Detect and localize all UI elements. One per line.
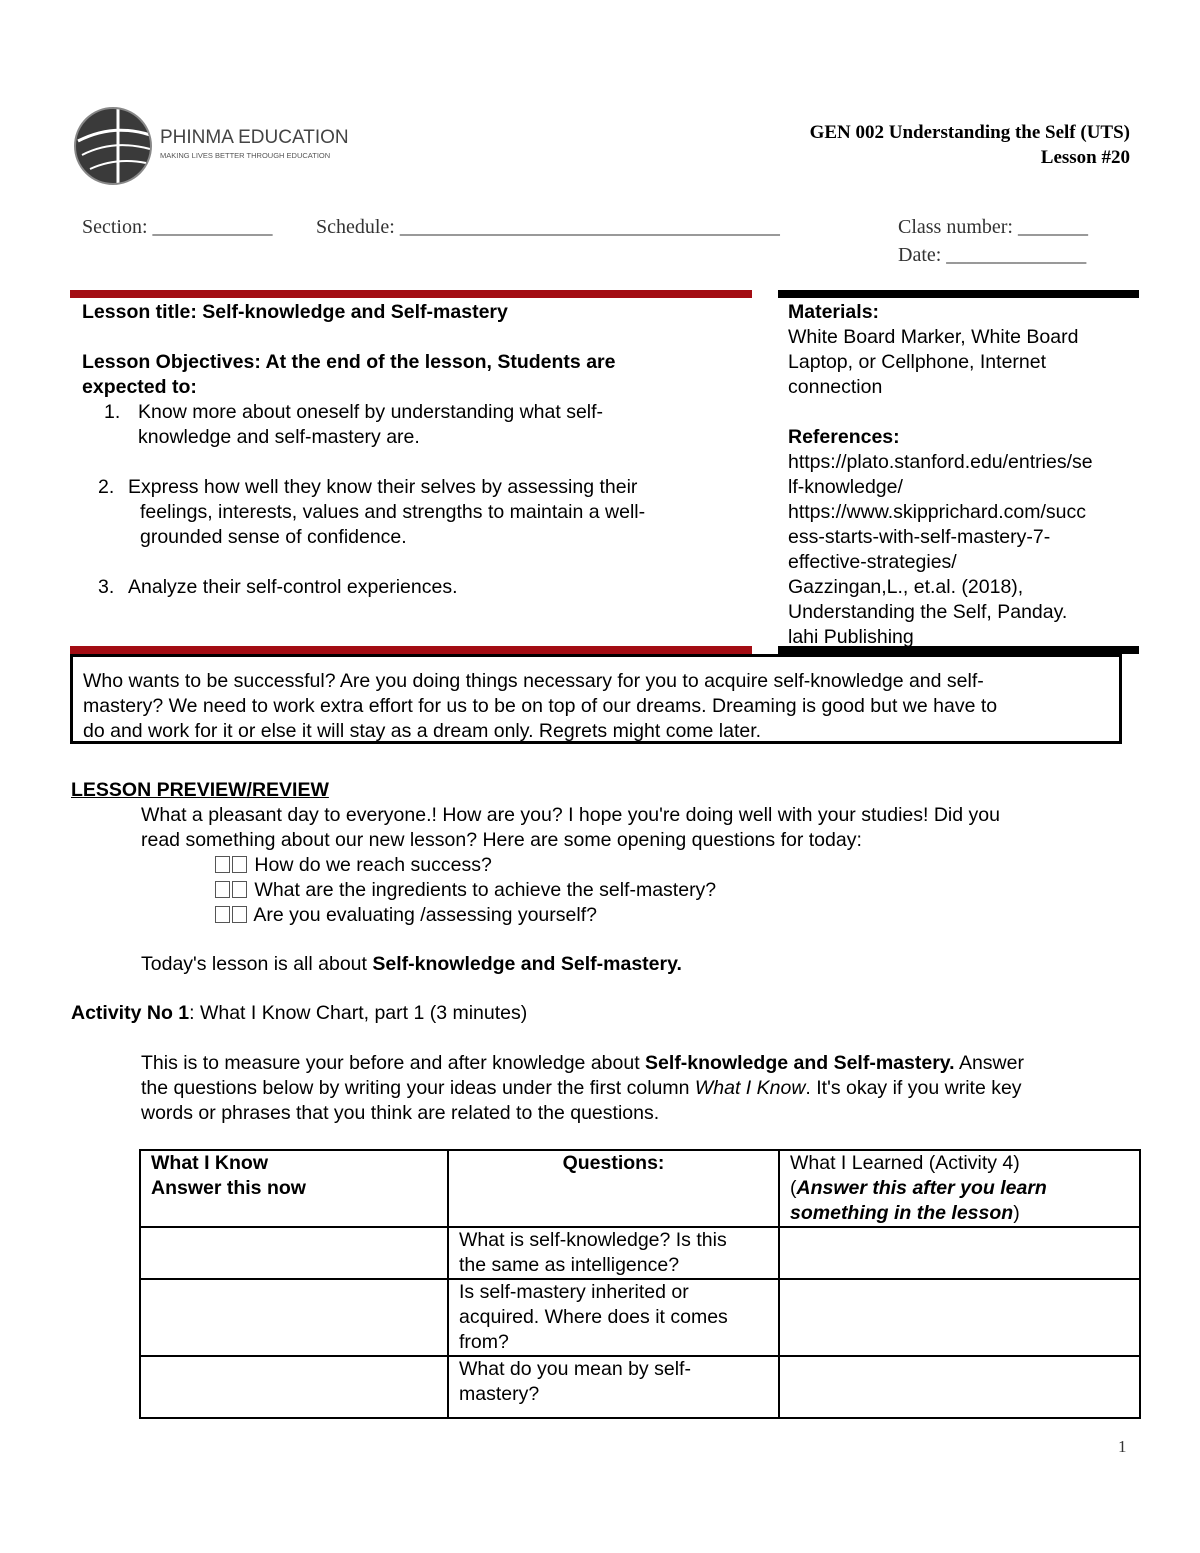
class-number-field: Class number: _______	[898, 216, 1088, 238]
callout-line: Who wants to be successful? Are you doing things necessary for you to acquire self-knowledge and self-	[83, 670, 984, 692]
question-item: Are you evaluating /assessing yourself?	[215, 903, 716, 928]
table-row	[140, 1356, 1140, 1418]
schedule-field: Schedule: ______________________________________	[316, 216, 780, 238]
lesson-title: Lesson title: Self-knowledge and Self-mastery	[82, 301, 508, 323]
reference-line: effective-strategies/	[788, 551, 957, 573]
logo-tagline: MAKING LIVES BETTER THROUGH EDUCATION	[160, 151, 331, 160]
header-what-i-know: What I Know Answer this now	[140, 1150, 448, 1227]
header-what-i-learned: What I Learned (Activity 4) (Answer this after you learn something in the lesson)	[779, 1150, 1140, 1227]
logo-globe-icon	[72, 105, 154, 187]
question-cell: What is self-knowledge? Is this the same as intelligence?	[448, 1227, 779, 1279]
objective-item: 2. Express how well they know their selves by assessing their feelings, interests, values and strengths to maintain a well- grounded sense of confidence.	[98, 476, 646, 548]
objectives-label-cont: expected to:	[82, 376, 197, 398]
reference-line: https://plato.stanford.edu/entries/se	[788, 451, 1093, 473]
answer-later-cell[interactable]	[779, 1279, 1140, 1356]
answer-later-cell[interactable]	[779, 1356, 1140, 1418]
top-black-bar	[778, 290, 1139, 298]
materials-line: White Board Marker, White Board	[788, 326, 1079, 348]
bullet-icon	[232, 906, 247, 923]
lesson-number: Lesson #20	[1040, 147, 1130, 168]
answer-now-cell[interactable]	[140, 1356, 448, 1418]
motivation-callout	[70, 654, 1122, 744]
question-item: How do we reach success?	[215, 853, 716, 878]
answer-later-cell[interactable]	[779, 1227, 1140, 1279]
course-title: GEN 002 Understanding the Self (UTS)	[809, 122, 1130, 143]
course-header	[810, 120, 1130, 170]
today-line: Today's lesson is all about Self-knowledge and Self-mastery.	[141, 953, 682, 975]
table-header-row	[140, 1150, 1140, 1227]
activity-heading: Activity No 1: What I Know Chart, part 1 (3 minutes)	[71, 1002, 528, 1024]
answer-now-cell[interactable]	[140, 1227, 448, 1279]
objective-item: 3. Analyze their self-control experiences.	[98, 576, 458, 598]
question-cell: Is self-mastery inherited or acquired. Where does it comes from?	[448, 1279, 779, 1356]
reference-line: Gazzingan,L., et.al. (2018),	[788, 576, 1024, 598]
activity-instructions: This is to measure your before and after knowledge about Self-knowledge and Self-mastery. Answer the questions below by writing your ideas under the first column What I Know. It's okay if you write key words or phrases that you think are related to the questions.	[141, 1052, 1024, 1124]
materials-line: Laptop, or Cellphone, Internet	[788, 351, 1047, 373]
opening-questions	[215, 853, 716, 928]
section-field: Section: ____________	[82, 216, 273, 238]
callout-line: mastery? We need to work extra effort for us to be on top of our dreams. Dreaming is good but we have to	[83, 695, 998, 717]
objective-item: 1. Know more about oneself by understanding what self- knowledge and self-mastery are.	[104, 401, 604, 448]
reference-line: Understanding the Self, Panday.	[788, 601, 1068, 623]
bottom-red-bar	[70, 646, 752, 654]
objectives-list	[82, 400, 742, 600]
table-row	[140, 1227, 1140, 1279]
reference-line: https://www.skipprichard.com/succ	[788, 501, 1087, 523]
preview-heading: LESSON PREVIEW/REVIEW	[71, 779, 329, 801]
bullet-icon	[215, 856, 230, 873]
bullet-icon	[232, 856, 247, 873]
answer-now-cell[interactable]	[140, 1279, 448, 1356]
materials-label: Materials:	[788, 301, 880, 323]
materials-column	[788, 300, 1138, 650]
materials-line: connection	[788, 376, 883, 398]
question-cell: What do you mean by self- mastery?	[448, 1356, 779, 1418]
reference-line: ess-starts-with-self-mastery-7-	[788, 526, 1051, 548]
lesson-column	[82, 300, 742, 600]
reference-line: lf-knowledge/	[788, 476, 903, 498]
callout-line: do and work for it or else it will stay as a dream only. Regrets might come later.	[83, 720, 762, 742]
bullet-icon	[215, 906, 230, 923]
phinma-logo	[72, 105, 349, 187]
objectives-label: Lesson Objectives: At the end of the lesson, Students are	[82, 351, 616, 373]
logo-text: PHINMA EDUCATION	[160, 127, 349, 148]
bullet-icon	[232, 881, 247, 898]
date-field: Date: ______________	[898, 244, 1087, 266]
what-i-know-chart	[139, 1149, 1141, 1419]
preview-intro: What a pleasant day to everyone.! How are you? I hope you're doing well with your studies! Did you read something about our new lesson? Here are some opening questions for today:	[141, 804, 1000, 851]
page-number: 1	[1118, 1437, 1127, 1456]
table-row	[140, 1279, 1140, 1356]
reference-line: lahi Publishing	[788, 626, 914, 648]
header-questions: Questions:	[448, 1150, 779, 1227]
question-item: What are the ingredients to achieve the self-mastery?	[215, 878, 716, 903]
references-label: References:	[788, 426, 900, 448]
top-red-bar	[70, 290, 752, 298]
bullet-icon	[215, 881, 230, 898]
